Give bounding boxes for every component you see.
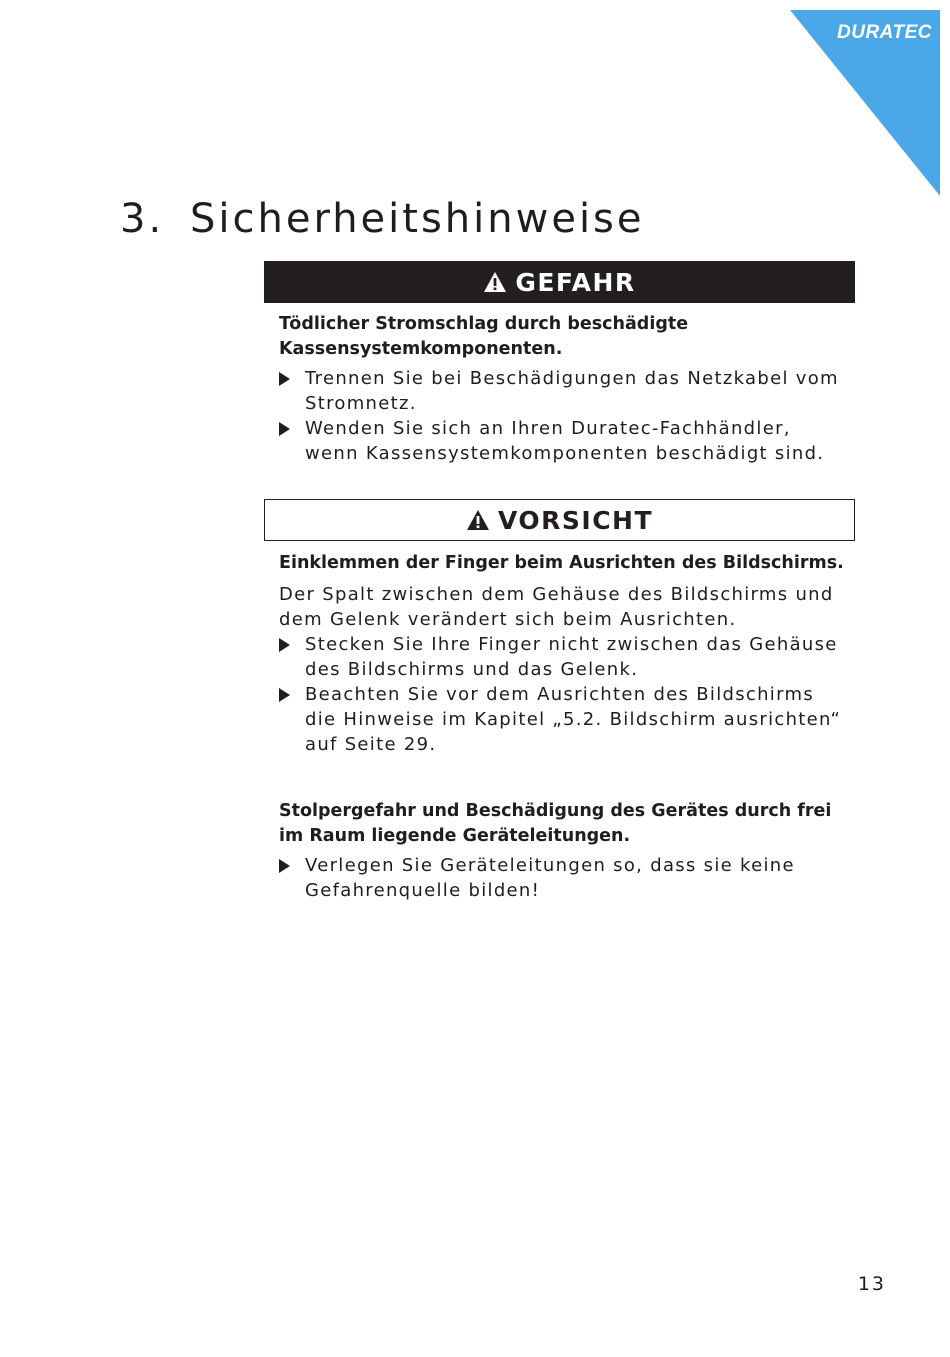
- warning-triangle-icon: [466, 509, 490, 531]
- warning-triangle-icon: [483, 271, 507, 293]
- bullet-triangle-icon: [279, 638, 290, 652]
- trip-hazard-content: [279, 799, 849, 903]
- chapter-number: 3.: [120, 196, 165, 242]
- trip-hazard-heading: Stolpergefahr und Beschädigung des Gerätes durch frei im Raum liegende Geräteleitungen.: [279, 801, 832, 846]
- chapter-title-text: Sicherheitshinweise: [190, 196, 645, 242]
- caution-steps: [279, 632, 849, 757]
- danger-steps: [279, 366, 849, 466]
- bullet-triangle-icon: [279, 859, 290, 873]
- danger-header: [264, 261, 855, 303]
- danger-content: [279, 312, 849, 466]
- bullet-triangle-icon: [279, 372, 290, 386]
- list-item: Wenden Sie sich an Ihren Duratec-Fachhändler, wenn Kassensystemkomponenten beschädigt sind.: [279, 416, 849, 466]
- caution-heading: Einklemmen der Finger beim Ausrichten des Bildschirms.: [279, 553, 844, 573]
- danger-heading: Tödlicher Stromschlag durch beschädigte Kassensystemkomponenten.: [279, 314, 689, 359]
- danger-signal-word: GEFAHR: [515, 267, 636, 297]
- list-item: Trennen Sie bei Beschädigungen das Netzkabel vom Stromnetz.: [279, 366, 849, 416]
- trip-hazard-steps: [279, 853, 849, 903]
- bullet-triangle-icon: [279, 688, 290, 702]
- chapter-title: [120, 196, 645, 242]
- list-item: Beachten Sie vor dem Ausrichten des Bildschirms die Hinweise im Kapitel „5.2. Bildschirm ausrichten“ auf Seite 29.: [279, 682, 849, 757]
- bullet-triangle-icon: [279, 422, 290, 436]
- caution-header: [264, 499, 855, 541]
- caution-content: [279, 551, 849, 757]
- duratec-logo: DURATEC: [837, 22, 932, 43]
- list-item: Stecken Sie Ihre Finger nicht zwischen das Gehäuse des Bildschirms und das Gelenk.: [279, 632, 849, 682]
- caution-description: Der Spalt zwischen dem Gehäuse des Bildschirms und dem Gelenk verändert sich beim Ausrichten.: [279, 584, 834, 630]
- page-number: 13: [857, 1273, 886, 1295]
- caution-signal-word: VORSICHT: [497, 505, 654, 535]
- list-item: Verlegen Sie Geräteleitungen so, dass sie keine Gefahrenquelle bilden!: [279, 853, 849, 903]
